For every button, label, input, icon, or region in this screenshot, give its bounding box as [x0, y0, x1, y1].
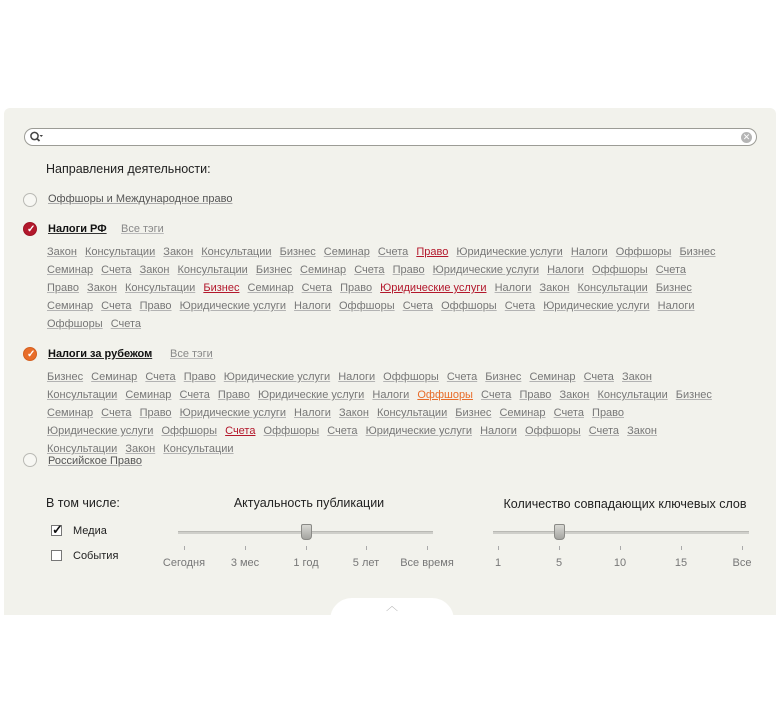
media-checkbox[interactable] — [51, 522, 63, 537]
tag-link[interactable]: Счета — [145, 371, 176, 383]
tag-link[interactable]: Юридические услуги — [365, 425, 472, 437]
tag-link[interactable]: Налоги — [547, 264, 584, 276]
tag-link[interactable]: Семинар — [47, 300, 94, 312]
events-checkbox[interactable] — [51, 550, 62, 561]
tag-link[interactable]: Налоги — [570, 246, 608, 258]
tag-link[interactable]: Юридические услуги — [47, 425, 154, 437]
tag-link[interactable]: Бизнес — [203, 282, 240, 294]
all-tags-link-taxes-rf[interactable]: Все тэги — [121, 223, 164, 235]
tag-link[interactable]: Семинар — [91, 371, 138, 383]
tag-link[interactable]: Юридические услуги — [432, 264, 540, 276]
tag-link[interactable]: Счета — [402, 300, 434, 312]
tag-link[interactable]: Счета — [504, 300, 536, 312]
scale-label[interactable]: 1 год — [293, 557, 319, 569]
tag-link[interactable]: Юридические услуги — [456, 246, 563, 258]
tag-link[interactable]: Семинар — [125, 389, 172, 401]
tag-link[interactable]: Право — [340, 282, 373, 294]
scale-label[interactable]: 10 — [613, 557, 627, 569]
tag-link[interactable]: Право — [183, 371, 216, 383]
tag-link[interactable]: Консультации — [577, 282, 648, 294]
tag-link[interactable]: Право — [139, 407, 172, 419]
radio-taxes-abroad[interactable] — [23, 347, 37, 361]
tag-link[interactable]: Семинар — [47, 407, 94, 419]
tag-link[interactable]: Оффшоры — [615, 246, 672, 258]
tag-link[interactable]: Оффшоры — [263, 425, 320, 437]
check-icon: ✓ — [27, 349, 36, 360]
tag-link[interactable]: Консультации — [47, 389, 118, 401]
tag-link[interactable]: Налоги — [372, 389, 410, 401]
events-label: События — [73, 550, 119, 562]
tag-link[interactable]: Консультации — [163, 443, 234, 455]
tag-link[interactable]: Счета — [101, 264, 132, 276]
tag-link[interactable]: Консультации — [597, 389, 668, 401]
tag-link[interactable]: Юридические услуги — [257, 389, 365, 401]
tag-link[interactable]: Право — [139, 300, 172, 312]
scale-tick — [245, 546, 246, 550]
tag-link[interactable]: Юридические услуги — [223, 371, 331, 383]
tag-link[interactable]: Оффшоры — [383, 371, 439, 383]
tag-link[interactable]: Закон — [339, 407, 369, 419]
tag-link[interactable]: Бизнес — [279, 246, 316, 258]
all-tags-link-taxes-abroad[interactable]: Все тэги — [170, 348, 213, 360]
tag-link[interactable]: Бизнес — [655, 282, 692, 294]
tag-link[interactable]: Налоги — [294, 300, 331, 312]
tag-link[interactable]: Закон — [627, 425, 657, 437]
clear-circle-icon[interactable]: ✕ — [742, 132, 751, 142]
group-offshore-international-label[interactable]: Оффшоры и Международное право — [48, 193, 233, 205]
tag-link[interactable]: Оффшоры — [525, 425, 581, 437]
tag-link[interactable]: Налоги — [338, 371, 376, 383]
tag-link[interactable]: Налоги — [294, 407, 331, 419]
tag-link[interactable]: Семинар — [499, 407, 546, 419]
tag-link[interactable]: Оффшоры — [592, 264, 648, 276]
tag-link[interactable]: Право — [416, 246, 449, 258]
tag-link[interactable]: Бизнес — [455, 407, 492, 419]
scale-tick — [306, 546, 307, 550]
keywords-track[interactable] — [493, 531, 749, 534]
relevance-slider-thumb[interactable] — [301, 524, 312, 540]
tag-link[interactable]: Право — [519, 389, 552, 401]
tag-link[interactable]: Юридические услуги — [179, 407, 286, 419]
tag-link[interactable]: Счета — [110, 318, 142, 330]
tag-link[interactable]: Счета — [446, 371, 478, 383]
search-field[interactable] — [24, 128, 757, 146]
collapse-tab[interactable] — [330, 598, 454, 628]
tag-link[interactable]: Семинар — [47, 264, 94, 276]
tag-link[interactable]: Счета — [225, 425, 256, 437]
tag-link[interactable]: Счета — [354, 264, 385, 276]
tag-link[interactable]: Счета — [301, 282, 333, 294]
tag-link[interactable]: Семинар — [247, 282, 294, 294]
tag-link[interactable]: Закон — [559, 389, 590, 401]
scale-label[interactable]: 3 мес — [230, 557, 260, 569]
scale-label[interactable]: Все — [732, 557, 752, 569]
scale-label[interactable]: 5 — [555, 557, 563, 569]
scale-tick — [742, 546, 743, 550]
tag-link[interactable]: Оффшоры — [161, 425, 218, 437]
tag-link[interactable]: Право — [392, 264, 425, 276]
tag-link[interactable]: Право — [592, 407, 625, 419]
tag-link[interactable]: Бизнес — [679, 246, 716, 258]
scale-label[interactable]: 5 лет — [352, 557, 380, 569]
magnifier-dropdown-icon[interactable] — [29, 130, 43, 144]
tag-link[interactable]: Бизнес — [255, 264, 292, 276]
tag-link[interactable]: Бизнес — [47, 371, 84, 383]
group-taxes-abroad-label[interactable]: Налоги за рубежом — [48, 348, 153, 360]
scale-tick — [366, 546, 367, 550]
tag-link[interactable]: Счета — [481, 389, 512, 401]
radio-russian-law[interactable] — [23, 453, 37, 467]
scale-label[interactable]: Все время — [400, 557, 454, 569]
tag-link[interactable]: Право — [217, 389, 250, 401]
directions-heading: Направления деятельности: — [46, 162, 211, 176]
tag-link[interactable]: Счета — [327, 425, 358, 437]
keywords-title: Количество совпадающих ключевых слов — [503, 497, 747, 511]
tag-link[interactable]: Консультации — [201, 246, 272, 258]
tag-link[interactable]: Счета — [101, 407, 132, 419]
filter-panel — [4, 108, 776, 615]
tag-link[interactable]: Счета — [655, 264, 687, 276]
radio-offshore-international[interactable] — [23, 193, 37, 207]
tag-link[interactable]: Бизнес — [485, 371, 522, 383]
relevance-title: Актуальность публикации — [233, 496, 385, 510]
checkmark-icon: ✓ — [52, 522, 63, 537]
tag-link[interactable]: Закон — [163, 246, 194, 258]
tag-link[interactable]: Семинар — [323, 246, 370, 258]
tag-link[interactable]: Налоги — [657, 300, 695, 312]
scale-label[interactable]: 1 — [494, 557, 502, 569]
scale-tick — [498, 546, 499, 550]
tag-link[interactable]: Счета — [583, 371, 614, 383]
media-label: Медиа — [73, 525, 107, 537]
search-input[interactable] — [49, 129, 743, 147]
tag-link[interactable]: Оффшоры — [441, 300, 497, 312]
scale-tick — [681, 546, 682, 550]
tag-link[interactable]: Консультации — [125, 282, 196, 294]
scale-tick — [559, 546, 560, 550]
tag-link[interactable]: Счета — [553, 407, 584, 419]
keywords-slider-thumb[interactable] — [554, 524, 565, 540]
tag-link[interactable]: Юридические услуги — [179, 300, 286, 312]
tag-link[interactable]: Оффшоры — [417, 389, 473, 401]
tag-link[interactable]: Закон — [47, 246, 77, 258]
tag-link[interactable]: Семинар — [300, 264, 347, 276]
chevron-up-icon[interactable]: ︿ — [385, 599, 398, 613]
group-russian-law-label[interactable]: Российское Право — [48, 455, 142, 467]
including-title: В том числе: — [46, 496, 120, 510]
tag-link[interactable]: Налоги — [480, 425, 517, 437]
tag-link[interactable]: Консультации — [47, 443, 118, 455]
tag-link[interactable]: Юридические услуги — [380, 282, 487, 294]
tag-link[interactable]: Бизнес — [675, 389, 712, 401]
scale-tick — [427, 546, 428, 550]
tag-cloud-taxes-abroad — [47, 368, 727, 458]
tag-link[interactable]: Закон — [87, 282, 117, 294]
tag-link[interactable]: Счета — [101, 300, 132, 312]
tag-link[interactable]: Оффшоры — [339, 300, 395, 312]
scale-tick — [620, 546, 621, 550]
tag-link[interactable]: Закон — [622, 371, 652, 383]
tag-link[interactable]: Счета — [377, 246, 409, 258]
tag-link[interactable]: Консультации — [376, 407, 448, 419]
tag-link[interactable]: Закон — [125, 443, 156, 455]
tag-link[interactable]: Оффшоры — [47, 318, 103, 330]
tag-link[interactable]: Закон — [139, 264, 170, 276]
scale-label[interactable]: 15 — [674, 557, 688, 569]
scale-label[interactable]: Сегодня — [162, 557, 206, 569]
group-taxes-rf-label[interactable]: Налоги РФ — [48, 223, 107, 235]
tag-link[interactable]: Право — [47, 282, 79, 294]
scale-tick — [184, 546, 185, 550]
radio-taxes-rf[interactable] — [23, 222, 37, 236]
tag-link[interactable]: Налоги — [494, 282, 532, 294]
tag-link[interactable]: Консультации — [177, 264, 248, 276]
check-icon: ✓ — [27, 224, 36, 235]
tag-cloud-taxes-rf — [47, 243, 727, 333]
tag-link[interactable]: Закон — [539, 282, 570, 294]
tag-link[interactable]: Консультации — [84, 246, 156, 258]
tag-link[interactable]: Счета — [179, 389, 210, 401]
tag-link[interactable]: Юридические услуги — [543, 300, 650, 312]
tag-link[interactable]: Счета — [588, 425, 620, 437]
tag-link[interactable]: Семинар — [529, 371, 576, 383]
